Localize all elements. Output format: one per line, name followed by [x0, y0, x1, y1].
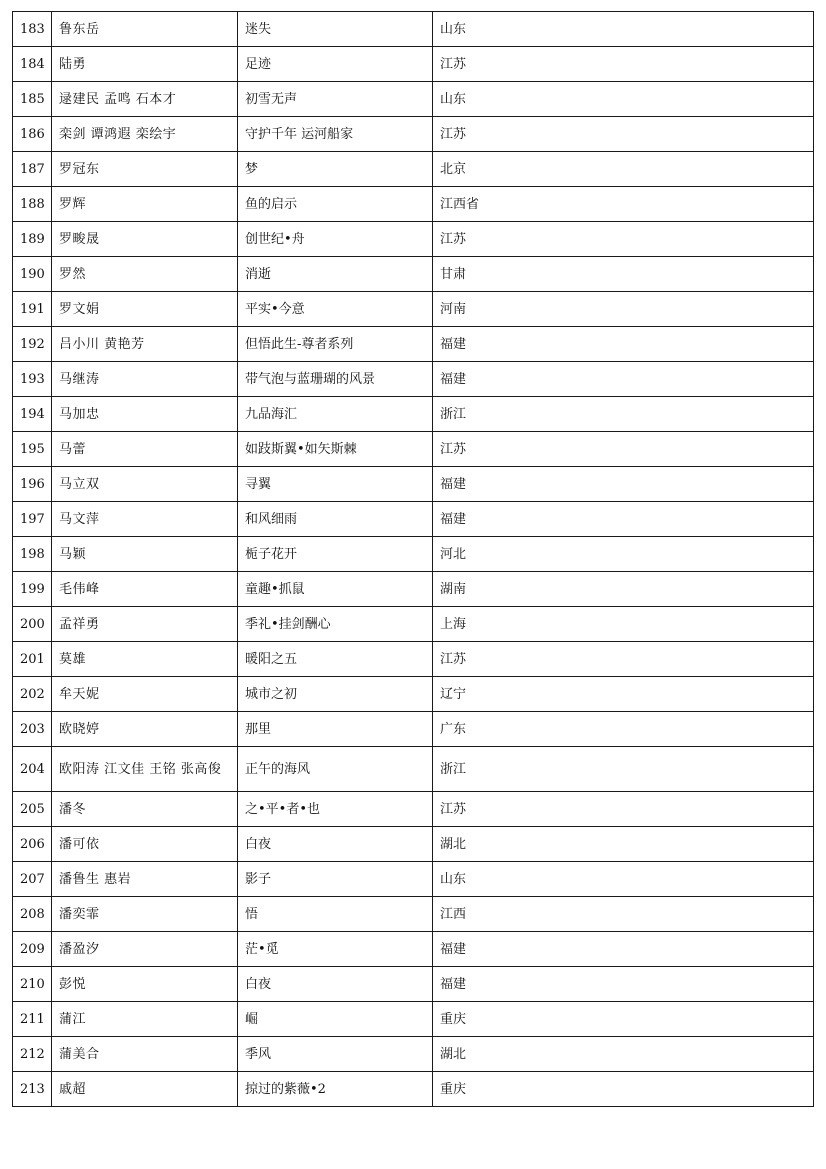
entry-region: 福建 [433, 327, 814, 362]
entry-author: 罗畯晟 [52, 222, 238, 257]
table-row [13, 897, 814, 932]
entry-region: 湖北 [433, 827, 814, 862]
entry-number: 203 [13, 712, 52, 747]
entry-number: 188 [13, 187, 52, 222]
entry-author: 蒲美合 [52, 1037, 238, 1072]
entry-number: 190 [13, 257, 52, 292]
entry-author: 孟祥勇 [52, 607, 238, 642]
entry-number: 198 [13, 537, 52, 572]
entry-title: 和风细雨 [238, 502, 433, 537]
entry-region: 江西省 [433, 187, 814, 222]
entry-region: 山东 [433, 82, 814, 117]
entry-title: 消逝 [238, 257, 433, 292]
entry-number: 187 [13, 152, 52, 187]
entry-region: 湖北 [433, 1037, 814, 1072]
entry-region: 江苏 [433, 117, 814, 152]
entry-number: 208 [13, 897, 52, 932]
entry-author: 栾剑 谭鸿遐 栾绘宇 [52, 117, 238, 152]
entry-number: 193 [13, 362, 52, 397]
entry-author: 陆勇 [52, 47, 238, 82]
table-row [13, 467, 814, 502]
entry-region: 上海 [433, 607, 814, 642]
table-row [13, 572, 814, 607]
entry-region: 广东 [433, 712, 814, 747]
table-row [13, 82, 814, 117]
entry-number: 195 [13, 432, 52, 467]
table-row [13, 537, 814, 572]
entry-author: 马颖 [52, 537, 238, 572]
entry-title: 初雪无声 [238, 82, 433, 117]
table-row [13, 607, 814, 642]
entry-number: 207 [13, 862, 52, 897]
entry-number: 199 [13, 572, 52, 607]
table-row [13, 187, 814, 222]
entry-author: 欧晓婷 [52, 712, 238, 747]
entry-author: 罗然 [52, 257, 238, 292]
entry-number: 183 [13, 12, 52, 47]
entry-number: 191 [13, 292, 52, 327]
entry-region: 江苏 [433, 222, 814, 257]
entry-author: 欧阳涛 江文佳 王铭 张高俊 [52, 747, 238, 792]
table-row [13, 792, 814, 827]
entry-title: 童趣•抓鼠 [238, 572, 433, 607]
table-row [13, 642, 814, 677]
entry-author: 罗冠东 [52, 152, 238, 187]
entry-title: 那里 [238, 712, 433, 747]
entry-number: 184 [13, 47, 52, 82]
entry-author: 彭悦 [52, 967, 238, 1002]
entry-number: 197 [13, 502, 52, 537]
entry-author: 马蕾 [52, 432, 238, 467]
entry-number: 186 [13, 117, 52, 152]
entry-number: 210 [13, 967, 52, 1002]
entry-title: 但悟此生-尊者系列 [238, 327, 433, 362]
entry-title: 鱼的启示 [238, 187, 433, 222]
entry-region: 湖南 [433, 572, 814, 607]
entry-author: 潘奕霏 [52, 897, 238, 932]
entry-region: 福建 [433, 502, 814, 537]
entry-region: 辽宁 [433, 677, 814, 712]
table-row [13, 967, 814, 1002]
entry-title: 季礼•挂剑酬心 [238, 607, 433, 642]
entry-author: 蒲江 [52, 1002, 238, 1037]
table-row [13, 47, 814, 82]
entry-region: 重庆 [433, 1072, 814, 1107]
table-row [13, 222, 814, 257]
table-row [13, 677, 814, 712]
entry-number: 212 [13, 1037, 52, 1072]
entry-region: 甘肃 [433, 257, 814, 292]
entry-number: 194 [13, 397, 52, 432]
table-row [13, 362, 814, 397]
entry-title: 守护千年 运河船家 [238, 117, 433, 152]
entry-title: 白夜 [238, 967, 433, 1002]
entry-number: 204 [13, 747, 52, 792]
entry-region: 山东 [433, 862, 814, 897]
entry-author: 马加忠 [52, 397, 238, 432]
entry-region: 江苏 [433, 432, 814, 467]
table-row [13, 502, 814, 537]
entry-region: 江西 [433, 897, 814, 932]
entry-region: 河北 [433, 537, 814, 572]
table-row [13, 1072, 814, 1107]
entry-region: 福建 [433, 467, 814, 502]
table-row [13, 862, 814, 897]
entry-author: 潘鲁生 惠岩 [52, 862, 238, 897]
entry-title: 季风 [238, 1037, 433, 1072]
entry-author: 戚超 [52, 1072, 238, 1107]
entry-title: 暖阳之五 [238, 642, 433, 677]
entry-title: 平实•今意 [238, 292, 433, 327]
entry-region: 江苏 [433, 792, 814, 827]
entry-title: 悟 [238, 897, 433, 932]
entry-author: 罗文娟 [52, 292, 238, 327]
entry-author: 毛伟峰 [52, 572, 238, 607]
table-row [13, 117, 814, 152]
entry-author: 马文萍 [52, 502, 238, 537]
entry-number: 201 [13, 642, 52, 677]
entry-author: 吕小川 黄艳芳 [52, 327, 238, 362]
entry-region: 浙江 [433, 397, 814, 432]
entry-title: 白夜 [238, 827, 433, 862]
entry-author: 牟天妮 [52, 677, 238, 712]
entry-number: 205 [13, 792, 52, 827]
table-row [13, 152, 814, 187]
entry-author: 罗辉 [52, 187, 238, 222]
entry-author: 鲁东岳 [52, 12, 238, 47]
entry-region: 福建 [433, 932, 814, 967]
entry-region: 山东 [433, 12, 814, 47]
table-row [13, 1002, 814, 1037]
entry-region: 江苏 [433, 642, 814, 677]
table-row [13, 712, 814, 747]
entries-table-body [13, 12, 814, 1107]
entry-number: 185 [13, 82, 52, 117]
table-row [13, 257, 814, 292]
entry-title: 迷失 [238, 12, 433, 47]
entry-title: 之•平•者•也 [238, 792, 433, 827]
entry-region: 北京 [433, 152, 814, 187]
entry-title: 梦 [238, 152, 433, 187]
table-row [13, 292, 814, 327]
entry-region: 福建 [433, 967, 814, 1002]
table-row [13, 12, 814, 47]
entry-region: 江苏 [433, 47, 814, 82]
entry-number: 213 [13, 1072, 52, 1107]
entry-author: 马立双 [52, 467, 238, 502]
entry-title: 寻翼 [238, 467, 433, 502]
entry-number: 189 [13, 222, 52, 257]
entries-table [12, 11, 814, 1107]
entry-title: 如跂斯翼•如矢斯棘 [238, 432, 433, 467]
entry-title: 创世纪•舟 [238, 222, 433, 257]
entry-region: 河南 [433, 292, 814, 327]
entry-author: 莫雄 [52, 642, 238, 677]
entry-number: 209 [13, 932, 52, 967]
entry-title: 茫•觅 [238, 932, 433, 967]
entry-title: 影子 [238, 862, 433, 897]
table-row [13, 432, 814, 467]
entry-number: 202 [13, 677, 52, 712]
entry-title: 九品海汇 [238, 397, 433, 432]
entry-title: 带气泡与蓝珊瑚的风景 [238, 362, 433, 397]
entry-number: 211 [13, 1002, 52, 1037]
entry-author: 潘盈汐 [52, 932, 238, 967]
entry-number: 192 [13, 327, 52, 362]
table-row [13, 327, 814, 362]
entry-author: 马继涛 [52, 362, 238, 397]
entry-title: 正午的海风 [238, 747, 433, 792]
entry-number: 196 [13, 467, 52, 502]
entry-title: 栀子花开 [238, 537, 433, 572]
table-row [13, 1037, 814, 1072]
entry-author: 潘冬 [52, 792, 238, 827]
entry-author: 潘可依 [52, 827, 238, 862]
table-row [13, 827, 814, 862]
table-row [13, 397, 814, 432]
table-row [13, 747, 814, 792]
entry-author: 逯建民 孟鸣 石本才 [52, 82, 238, 117]
entry-title: 足迹 [238, 47, 433, 82]
entry-title: 城市之初 [238, 677, 433, 712]
entry-title: 掠过的紫薇•2 [238, 1072, 433, 1107]
entry-number: 200 [13, 607, 52, 642]
entry-region: 福建 [433, 362, 814, 397]
entry-number: 206 [13, 827, 52, 862]
entry-title: 崛 [238, 1002, 433, 1037]
entry-region: 浙江 [433, 747, 814, 792]
entry-region: 重庆 [433, 1002, 814, 1037]
table-row [13, 932, 814, 967]
